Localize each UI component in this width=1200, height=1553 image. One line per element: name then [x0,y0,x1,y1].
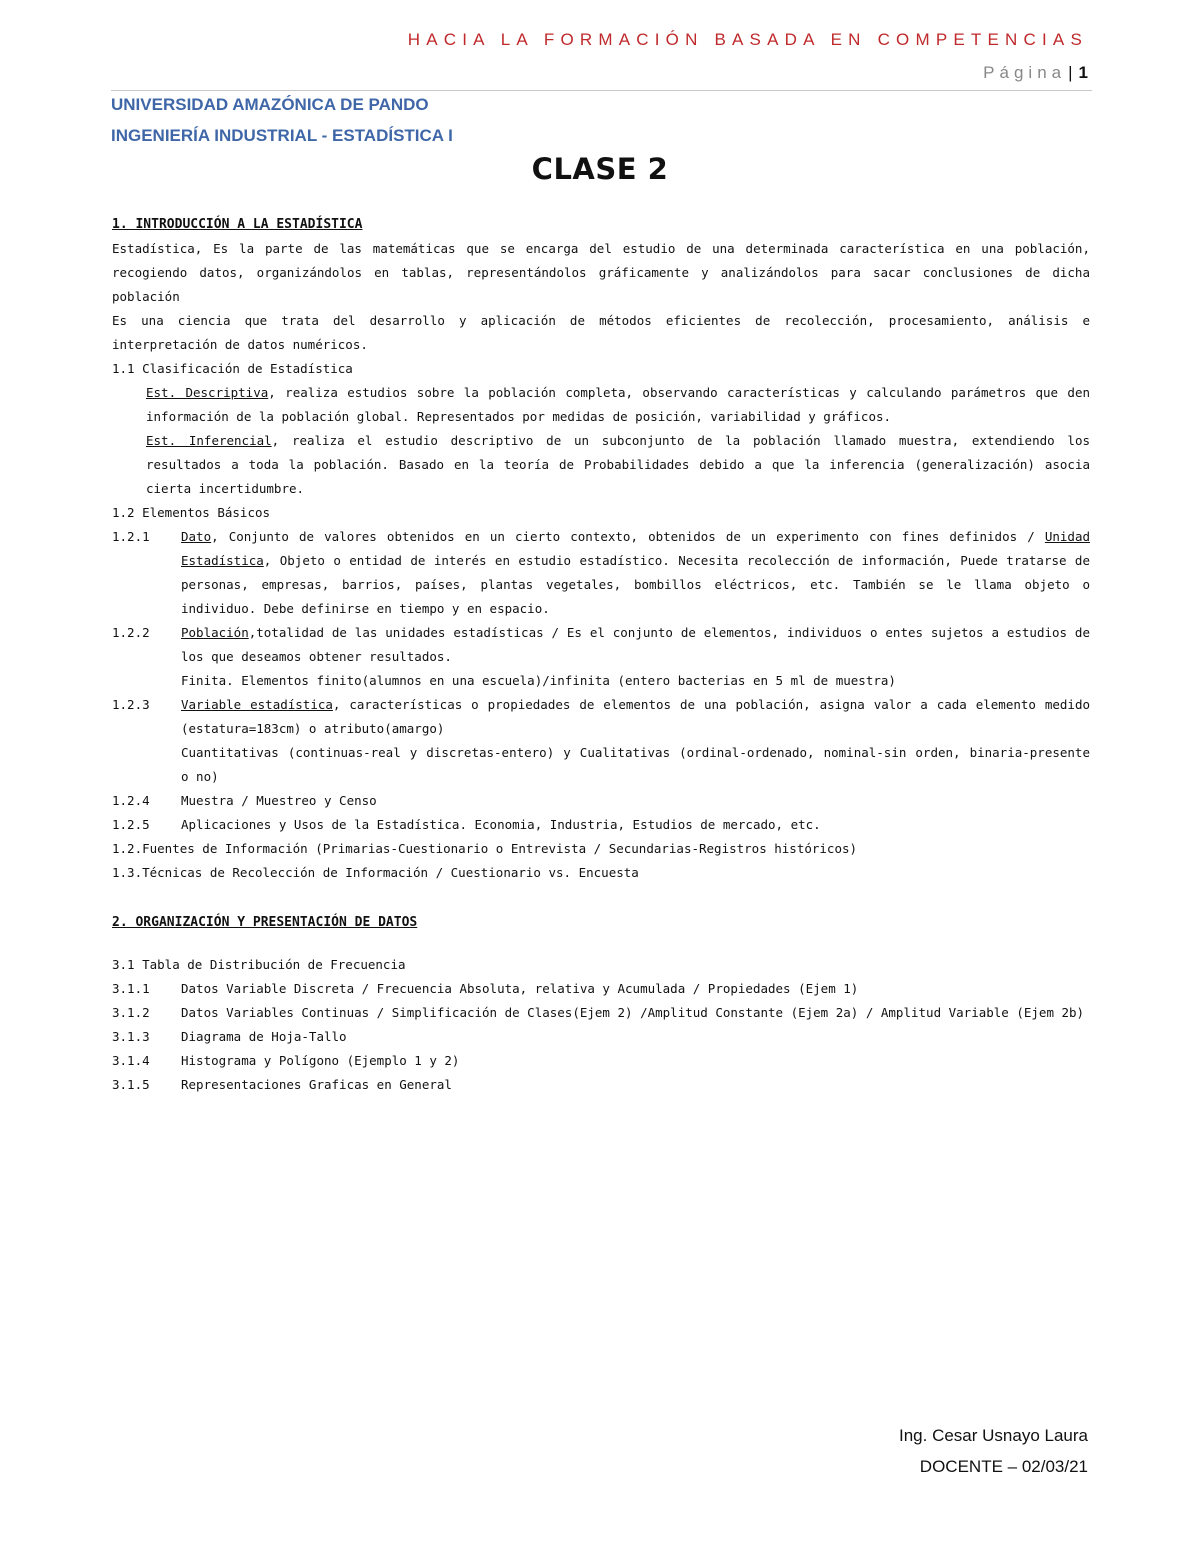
subsection-1-1-title: 1.1 Clasificación de Estadística [112,361,353,376]
list-item [112,1049,1090,1073]
item-number: 1.2.4 [112,793,150,808]
dato-text: , Conjunto de valores obtenidos en un cierto contexto, obtenidos de un experimento con fines definidos / [211,529,1045,544]
poblacion-extra: Finita. Elementos finito(alumnos en una escuela)/infinita (entero bacterias en 5 ml de muestra) [181,673,896,688]
list-item [112,621,1090,693]
page-number [983,63,1088,83]
tecnicas-de-recoleccion: 1.3.Técnicas de Recolección de Información / Cuestionario vs. Encuesta [112,865,639,880]
poblacion-text: ,totalidad de las unidades estadísticas / Es el conjunto de elementos, individuos o entes sujetos a estudios de los que deseamos obtener resultados. [181,625,1090,664]
item-text [181,525,1090,621]
list-item [112,789,1090,813]
item-text [181,621,1090,693]
item-number: 1.2.2 [112,625,150,640]
list-item [112,1073,1090,1097]
item-text: Diagrama de Hoja-Tallo [181,1029,347,1044]
class-title: CLASE 2 [531,152,669,186]
item-number: 3.1.5 [112,1077,150,1092]
header-title: HACIA LA FORMACIÓN BASADA EN COMPETENCIAS [407,30,1088,49]
list-item [112,525,1090,621]
list-item [112,813,1090,837]
term-unidad-estadistica: Unidad Estadística [181,529,1090,568]
spacer [112,885,1090,911]
subsection-3-1-title: 3.1 Tabla de Distribución de Frecuencia [112,957,406,972]
term-poblacion: Población [181,625,249,640]
fuentes-de-informacion: 1.2.Fuentes de Información (Primarias-Cuestionario o Entrevista / Secundarias-Registros históricos) [112,841,858,856]
inferential-text: , realiza el estudio descriptivo de un subconjunto de la población llamado muestra, extendiendo los resultados a toda la población. Basado en la teoría de Probabilidades debido a que la inferencia (generalización) asocia cierta incertidumbre. [146,433,1090,496]
teacher-name: Ing. Cesar Usnayo Laura [899,1426,1088,1445]
item-number: 3.1.3 [112,1029,150,1044]
item-text [181,693,1090,789]
course-name: INGENIERÍA INDUSTRIAL - ESTADÍSTICA I [111,126,453,145]
item-number: 1.2.3 [112,697,150,712]
section1-heading: 1. INTRODUCCIÓN A LA ESTADÍSTICA [112,217,363,232]
item-text: Histograma y Polígono (Ejemplo 1 y 2) [181,1053,460,1068]
spacer [112,935,1090,953]
section1-paragraph-1: Estadística, Es la parte de las matemáticas que se encarga del estudio de una determinada característica en una población, recogiendo datos, organizándolos en tablas, representándolos gráficamente y analizándolos para sacar conclusiones de dicha población [112,241,1090,304]
term-dato: Dato [181,529,212,544]
inferential-term: Est. Inferencial [146,433,272,448]
list-item [112,977,1090,1001]
document-body [112,213,1090,1097]
item-text: Datos Variable Discreta / Frecuencia Absoluta, relativa y Acumulada / Propiedades (Ejem 1) [181,981,859,996]
item-text: Representaciones Graficas en General [181,1077,452,1092]
inferential-statistics [112,429,1090,501]
variable-extra: Cuantitativas (continuas-real y discretas-entero) y Cualitativas (ordinal-ordenado, nominal-sin orden, binaria-presente o no) [181,745,1090,784]
header-divider [111,90,1092,91]
unidad-text: , Objeto o entidad de interés en estudio estadístico. Necesita recolección de información, Puede tratarse de personas, empresas, barrios, países, plantas vegetales, bombillos eléctricos, etc. También se le llama objeto o individuo. Debe definirse en tiempo y en espacio. [181,553,1090,616]
descriptive-statistics [112,381,1090,429]
descriptive-text: , realiza estudios sobre la población completa, observando características y calculando parámetros que den información de la población global. Representados por medidas de posición, variabilidad y gráficos. [146,385,1090,424]
item-text: Muestra / Muestreo y Censo [181,793,377,808]
descriptive-term: Est. Descriptiva [146,385,269,400]
page-label: Página [983,63,1067,82]
list-item [112,1025,1090,1049]
item-text: Datos Variables Continuas / Simplificación de Clases(Ejem 2) /Amplitud Constante (Ejem 2a) / Amplitud Variable (Ejem 2b) [181,1005,1085,1020]
variable-text: , características o propiedades de elementos de una población, asigna valor a cada elemento medido (estatura=183cm) o atributo(amargo) [181,697,1091,736]
section2-heading: 2. ORGANIZACIÓN Y PRESENTACIÓN DE DATOS [112,915,418,930]
page-separator: | [1068,63,1073,82]
teacher-role-date: DOCENTE – 02/03/21 [919,1457,1088,1476]
list-item [112,693,1090,789]
item-text: Aplicaciones y Usos de la Estadística. Economia, Industria, Estudios de mercado, etc. [181,817,821,832]
university-name: UNIVERSIDAD AMAZÓNICA DE PANDO [111,95,429,114]
subsection-1-2-title: 1.2 Elementos Básicos [112,505,271,520]
item-number: 3.1.1 [112,981,150,996]
item-number: 3.1.4 [112,1053,150,1068]
item-number: 1.2.5 [112,817,150,832]
list-item [112,1001,1090,1025]
item-number: 1.2.1 [112,529,150,544]
item-number: 3.1.2 [112,1005,150,1020]
page-number-value: 1 [1078,63,1088,82]
section1-paragraph-2: Es una ciencia que trata del desarrollo y aplicación de métodos eficientes de recolección, procesamiento, análisis e interpretación de datos numéricos. [112,313,1090,352]
term-variable-estadistica: Variable estadística [181,697,333,712]
